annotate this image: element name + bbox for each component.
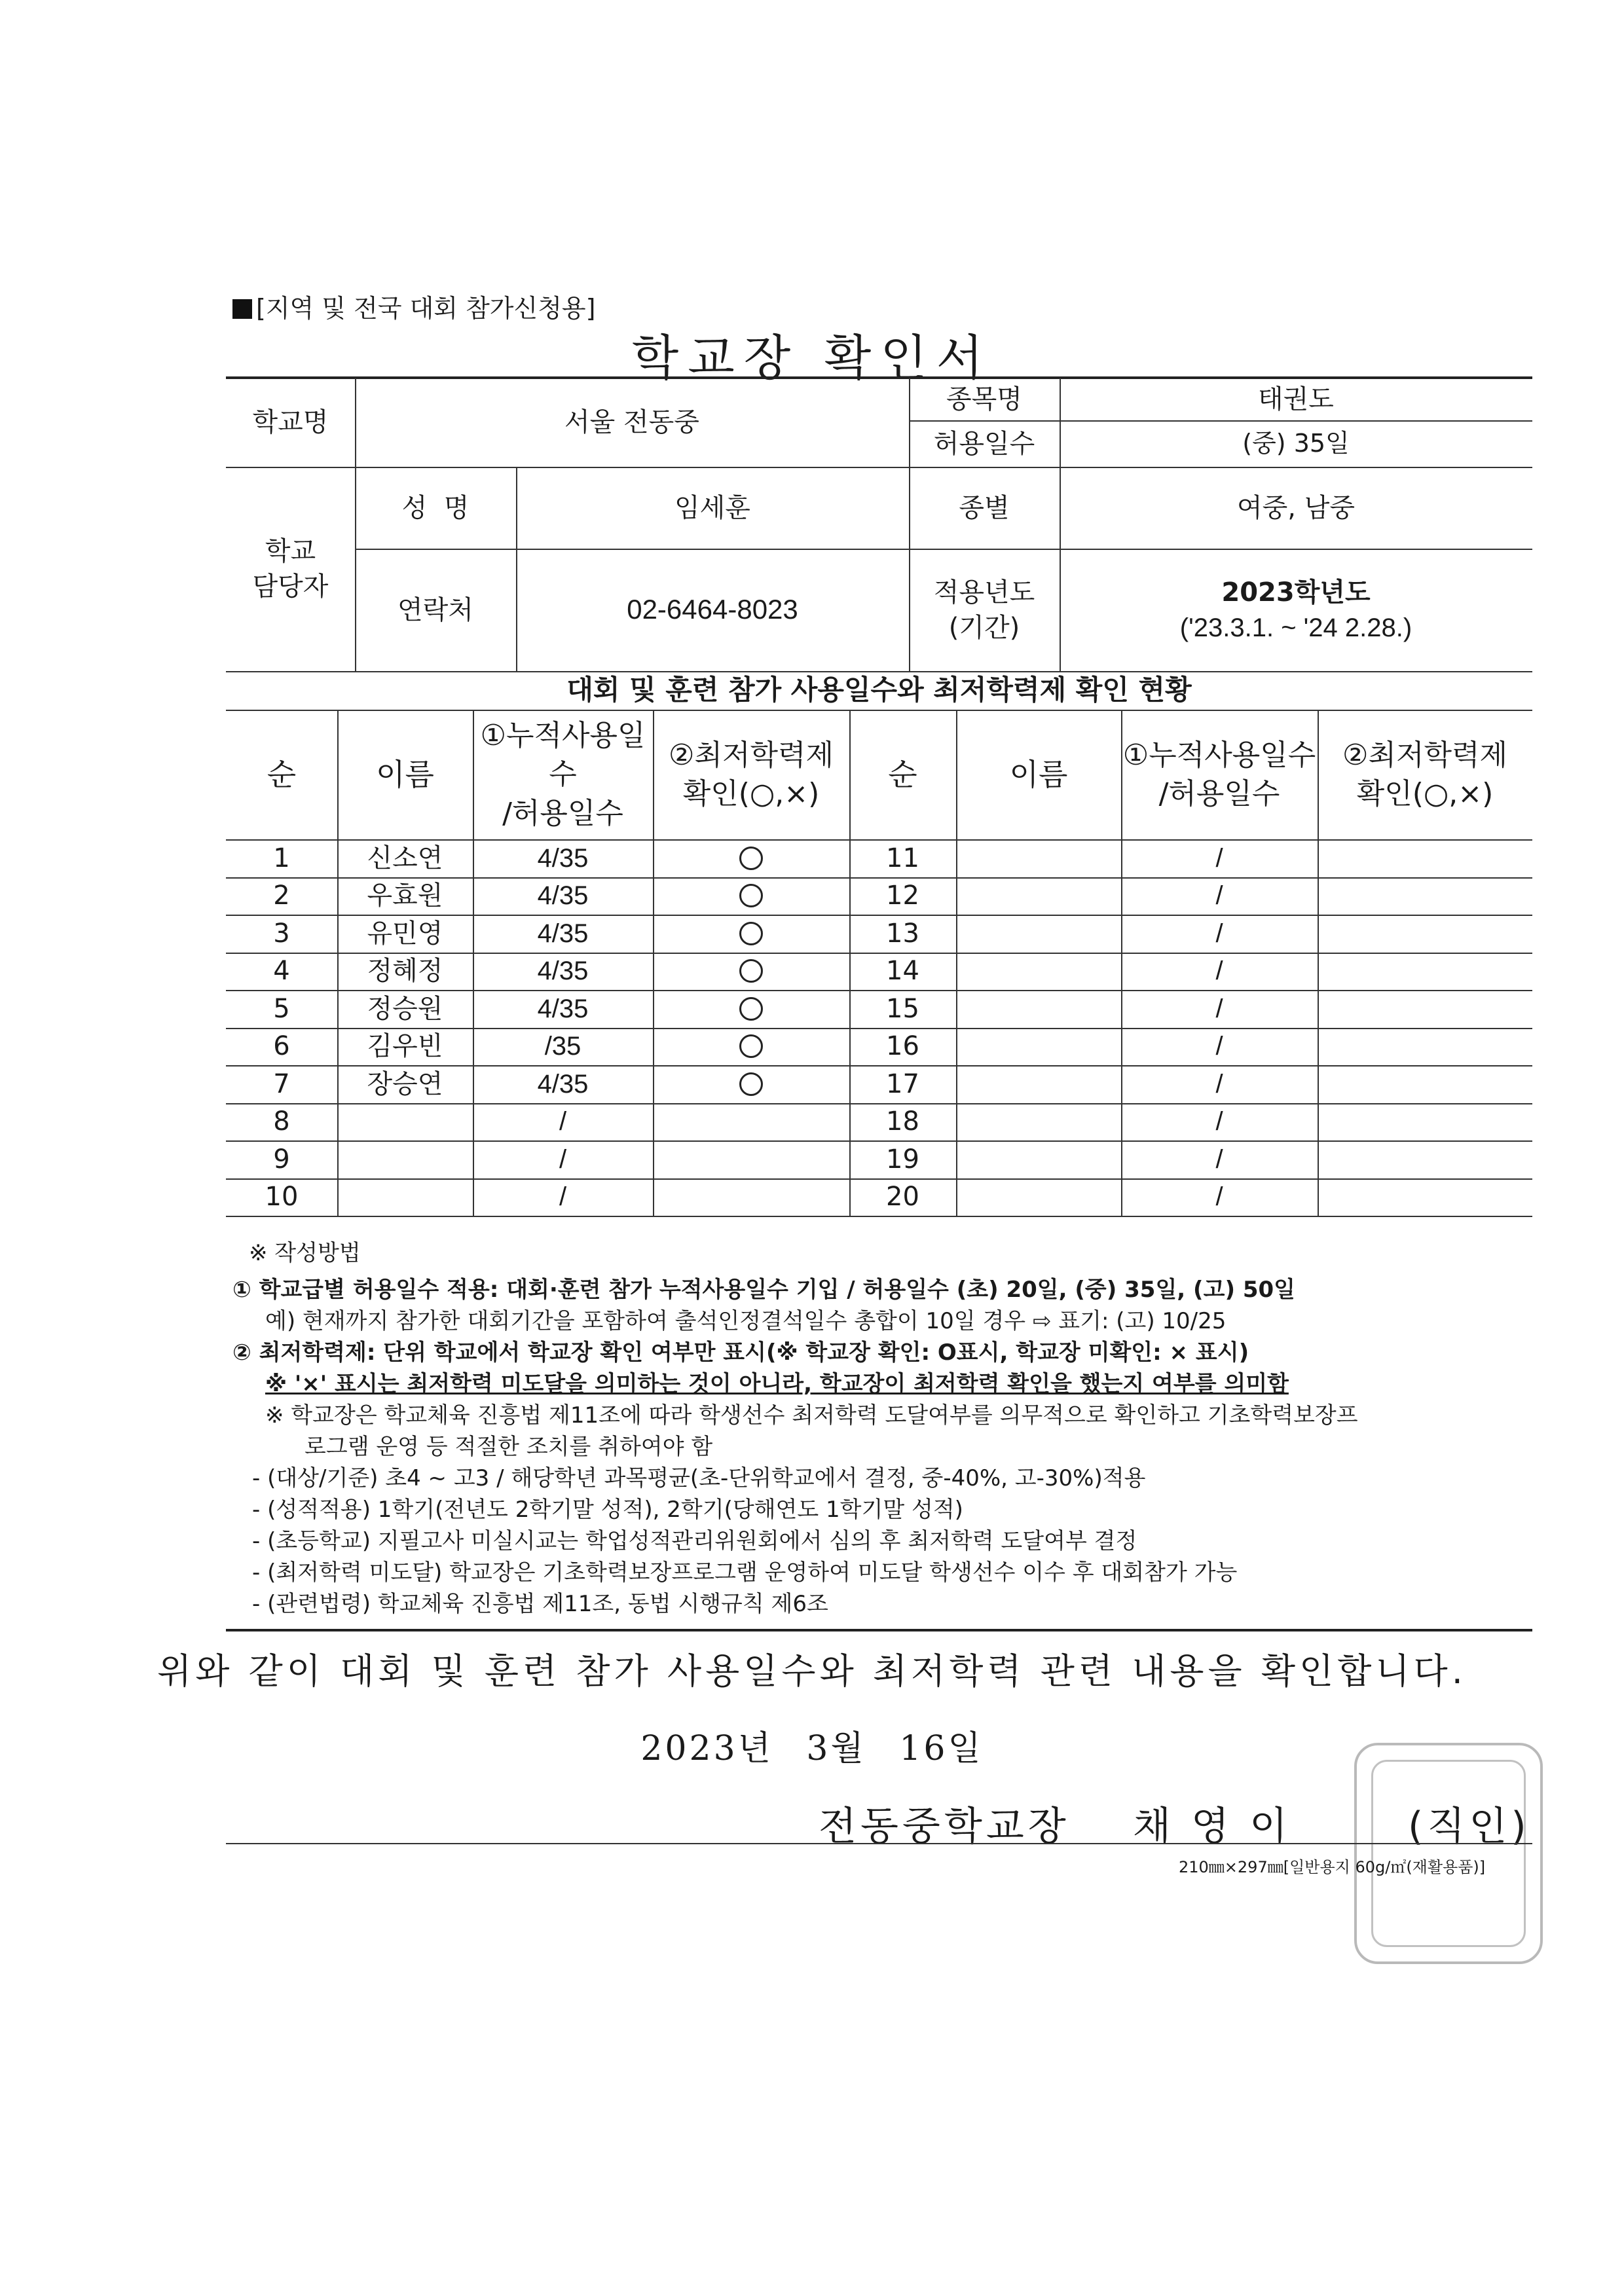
table-cell-left-check bbox=[653, 990, 849, 1028]
table-cell-left-name: 우효원 bbox=[367, 881, 443, 911]
table-cell-right-days: / bbox=[1215, 1069, 1223, 1099]
table-cell-right-days: / bbox=[1215, 881, 1223, 911]
table-cell-right-name bbox=[956, 1028, 1121, 1066]
table-cell-right-check bbox=[1318, 915, 1532, 953]
table-cell-left-days: / bbox=[559, 1182, 567, 1212]
official-seal bbox=[1354, 1743, 1543, 1964]
note-2-sub-2: ※ 학교장은 학교체육 진흥법 제11조에 따라 학생선수 최저학력 도달여부를 의무적으로 확인하고 기초학력보장프 bbox=[265, 1402, 1358, 1429]
table-cell-right-check bbox=[1318, 1103, 1532, 1141]
confirmation-text: 위와 같이 대회 및 훈련 참가 사용일수와 최저학력 관련 내용을 확인합니다. bbox=[157, 1650, 1467, 1692]
table-cell-right-no: 11 bbox=[886, 843, 919, 873]
status-section-title: 대회 및 훈련 참가 사용일수와 최저학력제 확인 현황 bbox=[566, 674, 1192, 706]
note-2-sub-1: ※ '×' 표시는 최저학력 미도달을 의미하는 것이 아니라, 학교장이 최저학력 확인을 했는지 여부를 의미함 bbox=[265, 1371, 1289, 1397]
table-cell-left-days: /35 bbox=[544, 1032, 581, 1061]
table-cell-right-check bbox=[1318, 990, 1532, 1028]
name-value: 임세훈 bbox=[674, 492, 750, 523]
table-cell-left-name: 장승연 bbox=[367, 1068, 443, 1099]
type-label: 종별 bbox=[959, 492, 1010, 523]
table-cell-right-no: 14 bbox=[886, 956, 919, 987]
header-days-left: ①누적사용일 수 /허용일수 bbox=[480, 718, 646, 830]
school-label: 학교명 bbox=[252, 407, 329, 437]
header-check-left: ②최저학력제 확인(○,×) bbox=[669, 738, 834, 811]
table-cell-right-days: / bbox=[1215, 1144, 1223, 1174]
header-check-right: ②최저학력제 확인(○,×) bbox=[1342, 738, 1507, 811]
table-cell-right-no: 18 bbox=[886, 1106, 919, 1137]
usage-tag: [지역 및 전국 대회 참가신청용] bbox=[232, 288, 595, 324]
table-cell-left-no: 7 bbox=[273, 1068, 290, 1099]
table-cell-right-name bbox=[956, 839, 1121, 877]
note-2-sub-2-cont: 로그램 운영 등 적절한 조치를 취하여야 함 bbox=[304, 1434, 713, 1460]
detail-target: - (대상/기준) 초4 ~ 고3 / 해당학년 과목평균(초-단위학교에서 결정, 중-40%, 고-30%)적용 bbox=[252, 1465, 1146, 1491]
table-cell-right-name bbox=[956, 877, 1121, 915]
table-cell-left-name bbox=[337, 1178, 473, 1216]
paper-spec: 210㎜×297㎜[일반용지 60g/㎡(재활용품)] bbox=[1179, 1858, 1486, 1876]
table-cell-right-check bbox=[1318, 839, 1532, 877]
check-circle-icon bbox=[739, 847, 763, 870]
table-cell-right-name bbox=[956, 1140, 1121, 1178]
table-cell-left-check bbox=[653, 915, 849, 953]
table-cell-right-name bbox=[956, 915, 1121, 953]
seal-label: (직인) bbox=[1408, 1804, 1530, 1850]
confirm-top-border bbox=[226, 1629, 1532, 1631]
header-name-left: 이름 bbox=[376, 756, 434, 792]
table-cell-left-no: 2 bbox=[273, 881, 290, 911]
note-2: ② 최저학력제: 단위 학교에서 학교장 확인 여부만 표시(※ 학교장 확인: O표시, 학교장 미확인: × 표시) bbox=[232, 1339, 1249, 1366]
table-cell-left-no: 1 bbox=[273, 843, 290, 873]
allowed-days-value: (중) 35일 bbox=[1242, 428, 1350, 458]
table-cell-right-check bbox=[1318, 1140, 1532, 1178]
table-cell-left-no: 9 bbox=[273, 1144, 290, 1175]
table-cell-right-check bbox=[1318, 877, 1532, 915]
detail-elementary: - (초등학교) 지필고사 미실시교는 학업성적관리위원회에서 심의 후 최저학력 도달여부 결정 bbox=[252, 1528, 1137, 1554]
table-cell-left-check bbox=[653, 1178, 849, 1216]
table-cell-left-days: / bbox=[559, 1107, 567, 1137]
signer-name: 채 영 이 bbox=[1133, 1804, 1292, 1850]
signature-line bbox=[226, 1843, 1532, 1844]
check-circle-icon bbox=[739, 922, 763, 945]
check-circle-icon bbox=[739, 997, 763, 1021]
table-cell-left-check bbox=[653, 1028, 849, 1066]
table-cell-right-check bbox=[1318, 1065, 1532, 1103]
table-cell-right-name bbox=[956, 990, 1121, 1028]
table-cell-left-check bbox=[653, 1065, 849, 1103]
contact-label: 연락처 bbox=[397, 594, 473, 625]
confirmation-date: 2023년 3월 16일 bbox=[640, 1729, 984, 1768]
table-cell-left-name: 김우빈 bbox=[367, 1031, 443, 1062]
year-label: 적용년도 (기간) bbox=[933, 577, 1035, 643]
table-cell-left-name: 정승원 bbox=[367, 993, 443, 1024]
detail-not-met: - (최저학력 미도달) 학교장은 기초학력보장프로그램 운영하여 미도달 학생선수 이수 후 대회참가 가능 bbox=[252, 1559, 1238, 1586]
table-cell-left-days: 4/35 bbox=[537, 919, 589, 948]
table-cell-right-days: / bbox=[1215, 1107, 1223, 1137]
table-cell-right-no: 12 bbox=[886, 881, 919, 911]
square-bullet-icon bbox=[232, 299, 252, 319]
manager-label: 학교 담당자 bbox=[252, 536, 329, 602]
table-cell-left-check bbox=[653, 1140, 849, 1178]
table-cell-right-no: 17 bbox=[886, 1068, 919, 1099]
name-label: 성 명 bbox=[401, 492, 470, 523]
check-circle-icon bbox=[739, 1072, 763, 1096]
table-cell-left-name: 정혜정 bbox=[367, 956, 443, 987]
header-no-left: 순 bbox=[267, 756, 297, 792]
table-cell-right-no: 15 bbox=[886, 993, 919, 1024]
table-cell-left-name: 유민영 bbox=[367, 918, 443, 949]
table-cell-left-no: 4 bbox=[273, 956, 290, 987]
table-cell-right-check bbox=[1318, 1028, 1532, 1066]
table-cell-left-days: / bbox=[559, 1144, 567, 1174]
table-cell-right-name bbox=[956, 1065, 1121, 1103]
detail-grades: - (성적적용) 1학기(전년도 2학기말 성적), 2학기(당해연도 1학기말 성적) bbox=[252, 1497, 963, 1523]
detail-law: - (관련법령) 학교체육 진흥법 제11조, 동법 시행규칙 제6조 bbox=[252, 1591, 828, 1617]
document-title: 학교장 확인서 bbox=[631, 330, 993, 386]
table-cell-left-no: 8 bbox=[273, 1106, 290, 1137]
table-cell-left-no: 3 bbox=[273, 918, 290, 949]
note-1-example: 예) 현재까지 참가한 대회기간을 포함하여 출석인정결석일수 총합이 10일 경우 ⇨ 표기: (고) 10/25 bbox=[265, 1308, 1227, 1334]
table-cell-left-check bbox=[653, 839, 849, 877]
check-circle-icon bbox=[739, 1034, 763, 1058]
table-cell-left-days: 4/35 bbox=[537, 1069, 589, 1099]
table-cell-left-days: 4/35 bbox=[537, 957, 589, 986]
table-cell-left-days: 4/35 bbox=[537, 994, 589, 1023]
table-cell-right-no: 16 bbox=[886, 1031, 919, 1062]
school-value: 서울 전동중 bbox=[564, 407, 699, 437]
table-cell-right-days: / bbox=[1215, 843, 1223, 873]
table-cell-left-days: 4/35 bbox=[537, 881, 589, 911]
table-cell-left-no: 6 bbox=[273, 1031, 290, 1062]
table-cell-right-days: / bbox=[1215, 994, 1223, 1023]
table-cell-right-name bbox=[956, 1178, 1121, 1216]
table-cell-right-check bbox=[1318, 1178, 1532, 1216]
header-name-right: 이름 bbox=[1009, 756, 1068, 792]
year-value: 2023학년도 ('23.3.1. ~ '24 2.28.) bbox=[1179, 577, 1412, 642]
table-cell-left-name: 신소연 bbox=[367, 843, 443, 873]
signer-title: 전동중학교장 bbox=[819, 1804, 1070, 1850]
table-cell-left-check bbox=[653, 953, 849, 991]
table-cell-right-days: / bbox=[1215, 1032, 1223, 1061]
header-no-right: 순 bbox=[888, 756, 917, 792]
table-cell-right-no: 20 bbox=[886, 1182, 919, 1212]
type-value: 여중, 남중 bbox=[1237, 492, 1355, 523]
table-cell-right-name bbox=[956, 1103, 1121, 1141]
table-cell-right-no: 19 bbox=[886, 1144, 919, 1175]
note-1: ① 학교급별 허용일수 적용: 대회·훈련 참가 누적사용일수 기입 / 허용일수 (초) 20일, (중) 35일, (고) 50일 bbox=[232, 1277, 1295, 1303]
table-cell-left-check bbox=[653, 877, 849, 915]
table-cell-right-days: / bbox=[1215, 957, 1223, 986]
table-cell-left-name bbox=[337, 1103, 473, 1141]
table-cell-right-check bbox=[1318, 953, 1532, 991]
table-cell-right-no: 13 bbox=[886, 918, 919, 949]
table-cell-left-check bbox=[653, 1103, 849, 1141]
sport-label: 종목명 bbox=[946, 384, 1022, 414]
check-circle-icon bbox=[739, 959, 763, 983]
table-cell-left-name bbox=[337, 1140, 473, 1178]
table-cell-left-days: 4/35 bbox=[537, 843, 589, 873]
header-days-right: ①누적사용일수 /허용일수 bbox=[1122, 738, 1316, 811]
table-cell-right-days: / bbox=[1215, 1182, 1223, 1212]
allowed-days-label: 허용일수 bbox=[933, 428, 1035, 459]
table-cell-left-no: 5 bbox=[273, 993, 290, 1024]
sport-value: 태권도 bbox=[1258, 384, 1334, 414]
notes-heading: ※ 작성방법 bbox=[249, 1240, 361, 1266]
table-cell-right-name bbox=[956, 953, 1121, 991]
table-cell-left-no: 10 bbox=[265, 1182, 299, 1212]
contact-value: 02-6464-8023 bbox=[627, 594, 798, 625]
check-circle-icon bbox=[739, 884, 763, 907]
table-cell-right-days: / bbox=[1215, 919, 1223, 948]
